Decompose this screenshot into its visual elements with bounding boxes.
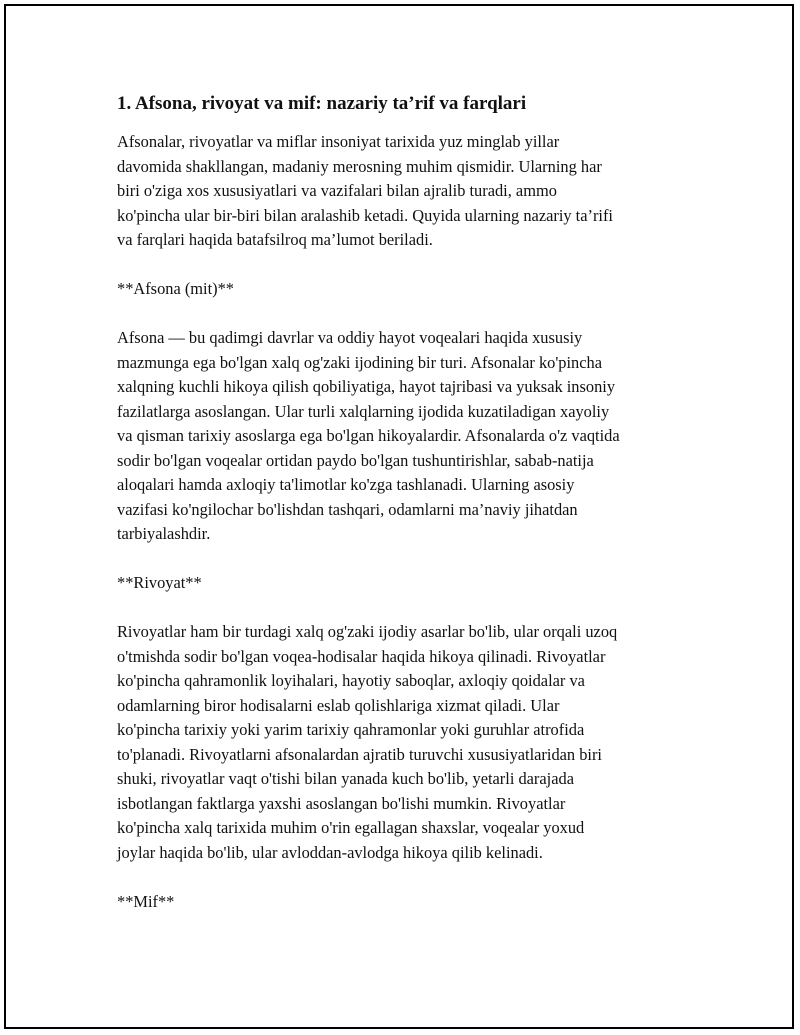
text-line: **Afsona (mit)** <box>117 279 234 298</box>
text-line: xalqning kuchli hikoya qilish qobiliyatiga, hayot tajribasi va yuksak insoniy <box>117 377 616 396</box>
text-line: sodir bo'lgan voqealar ortidan paydo bo'lgan tushuntirishlar, sabab-natija <box>117 450 594 470</box>
paragraph-container <box>113 130 703 914</box>
text-line: vazifasi ko'ngilochar bo'lishdan tashqari, odamlarni ma’naviy jihatdan <box>117 499 578 519</box>
paragraph <box>113 890 703 915</box>
text-line: mazmunga ega bo'lgan xalq og'zaki ijodining bir turi. Afsonalar ko'pincha <box>117 352 602 372</box>
text-line: o'tmishda sodir bo'lgan voqea-hodisalar haqida hikoya qilinadi. Rivoyatlar <box>117 646 606 666</box>
text-line: odamlarning biror hodisalarni eslab qolishlariga xizmat qiladi. Ular <box>117 695 560 715</box>
text-line: isbotlangan faktlarga yaxshi asoslangan bo'lishi mumkin. Rivoyatlar <box>117 793 566 813</box>
text-line: ko'pincha tarixiy yoki yarim tarixiy qahramonlar yoki guruhlar atrofida <box>117 720 585 739</box>
paragraph <box>113 277 703 302</box>
text-line: joylar haqida bo'lib, ular avloddan-avlodga hikoya qilib kelinadi. <box>117 842 543 862</box>
document-body <box>113 92 703 939</box>
text-line: Afsona — bu qadimgi davrlar va oddiy hayot voqealari haqida xususiy <box>117 328 583 347</box>
text-line: shuki, rivoyatlar vaqt o'tishi bilan yanada kuch bo'lib, yetarli darajada <box>117 769 574 788</box>
text-line: Afsonalar, rivoyatlar va miflar insoniyat tarixida yuz minglab yillar <box>117 132 560 151</box>
text-line: fazilatlarga asoslangan. Ular turli xalqlarning ijodida kuzatiladigan xayoliy <box>117 401 610 421</box>
text-line: biri o'ziga xos xususiyatlari va vazifalari bilan ajralib turadi, ammo <box>117 181 557 200</box>
text-line: Rivoyatlar ham bir turdagi xalq og'zaki ijodiy asarlar bo'lib, ular orqali uzoq <box>117 622 618 641</box>
text-line: va qisman tarixiy asoslarga ega bo'lgan hikoyalardir. Afsonalarda o'z vaqtida <box>117 426 620 445</box>
paragraph <box>113 130 703 253</box>
text-line: **Rivoyat** <box>117 573 202 592</box>
text-line: to'planadi. Rivoyatlarni afsonalardan ajratib turuvchi xususiyatlaridan biri <box>117 744 602 764</box>
text-line: **Mif** <box>117 891 175 911</box>
paragraph <box>113 571 703 596</box>
text-line: ko'pincha xalq tarixida muhim o'rin egallagan shaxslar, voqealar yoxud <box>117 818 585 837</box>
text-line: davomida shakllangan, madaniy merosning muhim qismidir. Ularning har <box>117 156 602 176</box>
text-line: ko'pincha ular bir-biri bilan aralashib ketadi. Quyida ularning nazariy ta’rifi <box>117 205 613 225</box>
text-line: tarbiyalashdir. <box>117 524 211 543</box>
paragraph <box>113 620 703 865</box>
text-line: aloqalari hamda axloqiy ta'limotlar ko'zga tashlanadi. Ularning asosiy <box>117 475 575 494</box>
text-line: ko'pincha qahramonlik loyihalari, hayotiy saboqlar, axloqiy qoidalar va <box>117 671 585 690</box>
text-line: va farqlari haqida batafsilroq ma’lumot beriladi. <box>117 230 433 249</box>
paragraph <box>113 326 703 547</box>
section-heading: 1. Afsona, rivoyat va mif: nazariy ta’rif va farqlari <box>117 93 527 114</box>
